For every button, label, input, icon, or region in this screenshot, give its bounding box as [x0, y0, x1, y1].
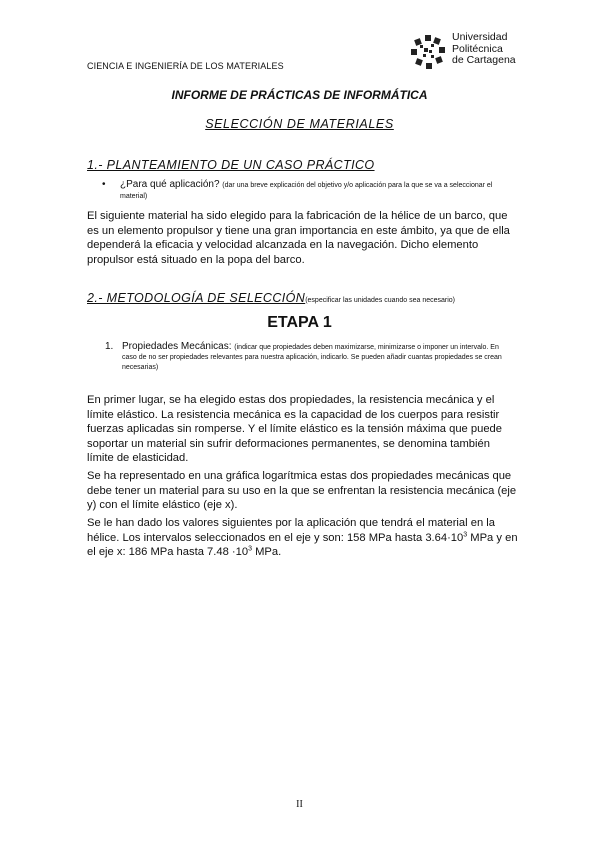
section-2-heading: 2.- METODOLOGÍA DE SELECCIÓN(especificar las unidades cuando sea necesario) — [87, 291, 456, 305]
page-number: II — [296, 799, 303, 810]
section-2-note: (especificar las unidades cuando sea necesario) — [305, 297, 456, 304]
university-emblem-icon — [410, 34, 446, 70]
section-2-paragraph-2: Se ha representado en una gráfica logarítmica estas dos propiedades mecánicas que debe tener un material para su uso en la que se enfrentan la resistencia mecánica (eje y) con el límite elástico (eje x). — [87, 470, 517, 511]
report-subtitle: SELECCIÓN DE MATERIALES — [205, 117, 394, 131]
item-number: 1. — [105, 341, 114, 352]
bullet-label: ¿Para qué aplicación? — [120, 179, 220, 190]
course-header: CIENCIA E INGENIERÍA DE LOS MATERIALES — [87, 61, 284, 71]
bullet-note: (dar una breve explicación del objetivo y/o aplicación para la que se va a seleccionar el material) — [120, 182, 493, 200]
university-logo — [410, 32, 540, 74]
university-name: Universidad Politécnica de Cartagena — [452, 31, 516, 66]
section-2-paragraph-3: Se le han dado los valores siguientes por la aplicación que tendrá el material en la hélice. Los intervalos seleccionados en el eje y son: 158 MPa hasta $3.64\cdot 10^3$ MPa y en el eje x: 186 MPa hasta $7.48 \cdot 10^3$ MPa. — [87, 517, 518, 558]
bullet-icon: • — [102, 179, 106, 190]
section-1-paragraph: El siguiente material ha sido elegido para la fabricación de la hélice de un barco, que es un elemento propulsor y tiene una gran importancia en este ámbito, ya que de ella dependerá la eficacia y velocidad alcanzada en la navegación. Dicho elemento propulsor está situado en la popa del barco. — [87, 210, 510, 266]
item-label: Propiedades Mecánicas: — [122, 341, 232, 352]
report-title: INFORME DE PRÁCTICAS DE INFORMÁTICA — [171, 88, 428, 102]
stage-title: ETAPA 1 — [267, 314, 332, 331]
numbered-item — [105, 342, 515, 372]
bullet-item — [102, 180, 512, 202]
item-note: (indicar que propiedades deben maximizarse, minimizarse o imponer un intervalo. En caso de no ser propiedades relevantes para nuestra aplicación, indicarlo. Se pueden añadir cuantas propiedades se crean necesarias) — [122, 344, 502, 371]
section-1-heading: 1.- PLANTEAMIENTO DE UN CASO PRÁCTICO — [87, 158, 375, 172]
section-2-paragraph-1: En primer lugar, se ha elegido estas dos propiedades, la resistencia mecánica y el límite elástico. La resistencia mecánica es la capacidad de los cuerpos para resistir fuerzas aplicadas sin romperse. Y el límite elástico es la tensión máxima que puede soportar un material sin sufrir deformaciones permanentes, se denomina también límite de elasticidad. — [87, 394, 502, 464]
